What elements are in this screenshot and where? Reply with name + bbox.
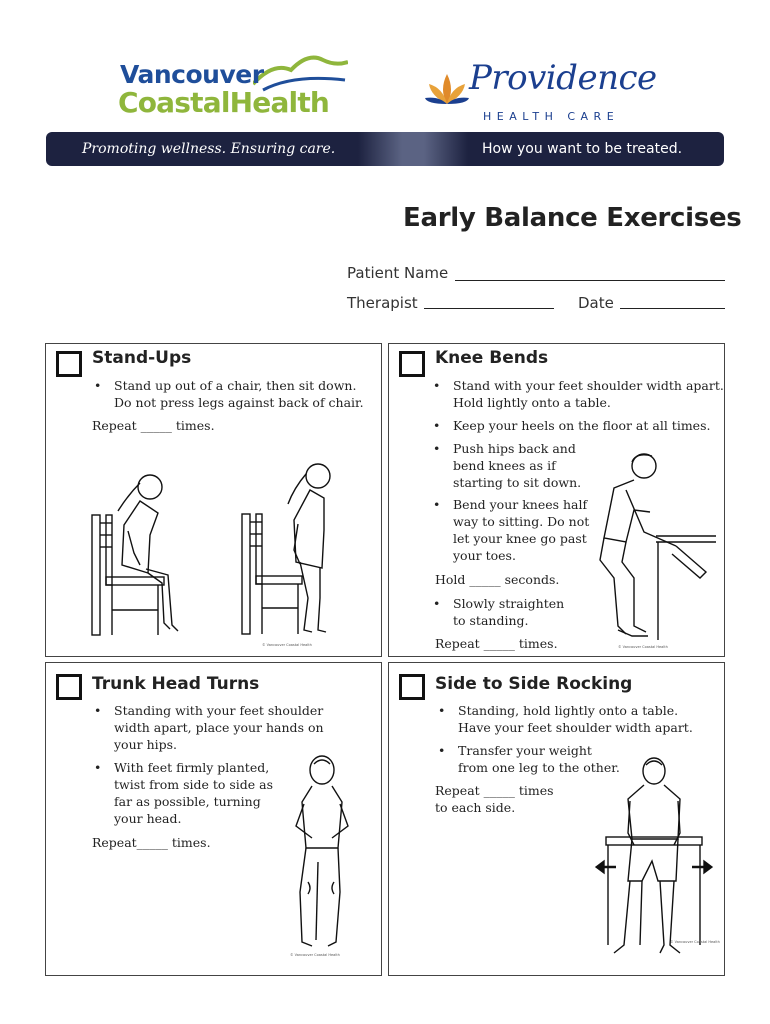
stand-ups-checkbox[interactable] <box>56 351 82 377</box>
banner-tagline-phc: How you want to be treated. <box>468 132 724 166</box>
knee-bends-bullet-1: • Stand with your feet shoulder width apart. Hold lightly onto a table. <box>453 377 724 411</box>
knee-bends-hold: Hold _____ seconds. <box>435 572 560 587</box>
patient-name-field[interactable] <box>455 280 725 281</box>
trunk-head-turns-checkbox[interactable] <box>56 674 82 700</box>
knee-bends-credit: © Vancouver Coastal Health <box>618 645 668 649</box>
vch-logo-line2: CoastalHealth <box>118 86 330 119</box>
side-rocking-checkbox[interactable] <box>399 674 425 700</box>
banner-divider <box>358 132 468 166</box>
date-field[interactable] <box>620 308 725 309</box>
patient-name-label: Patient Name <box>347 264 449 282</box>
side-rocking-person-illustration <box>594 755 714 960</box>
knee-bends-bullet-2: • Keep your heels on the floor at all times. <box>453 417 710 434</box>
knee-bends-checkbox[interactable] <box>399 351 425 377</box>
stand-ups-bullet-1: • Stand up out of a chair, then sit down. Do not press legs against back of chair. <box>114 377 364 411</box>
providence-health-care-logo <box>425 50 657 130</box>
side-rocking-repeat: Repeat _____ times to each side. <box>435 783 554 815</box>
stand-ups-credit: © Vancouver Coastal Health <box>262 643 312 647</box>
therapist-label: Therapist <box>347 294 418 312</box>
vancouver-coastal-health-logo <box>118 52 348 124</box>
banner-tagline-vch: Promoting wellness. Ensuring care. <box>46 132 358 166</box>
side-rocking-credit: © Vancouver Coastal Health <box>670 940 720 944</box>
stand-ups-title: Stand-Ups <box>92 348 192 368</box>
side-rocking-bullet-2: • Transfer your weight from one leg to the other. <box>458 742 620 776</box>
trunk-head-turns-credit: © Vancouver Coastal Health <box>290 953 340 957</box>
knee-bends-title: Knee Bends <box>435 348 549 368</box>
trunk-head-turns-bullet-2: • With feet firmly planted, twist from side to side as far as possible, turning your head. <box>114 759 273 827</box>
standing-up-person-illustration <box>238 458 338 638</box>
knee-bend-person-illustration <box>596 450 718 645</box>
knee-bends-bullet-4: • Bend your knees half way to sitting. Do not let your knee go past your toes. <box>453 496 589 564</box>
knee-bends-bullet-5: • Slowly straighten to standing. <box>453 595 564 629</box>
knee-bends-repeat: Repeat _____ times. <box>435 636 558 651</box>
phc-logo-subtitle: HEALTH CARE <box>483 110 620 123</box>
side-rocking-bullet-1: • Standing, hold lightly onto a table. Have your feet shoulder width apart. <box>458 702 693 736</box>
flower-icon <box>425 70 469 106</box>
date-label: Date <box>578 294 614 312</box>
trunk-turn-person-illustration <box>288 752 358 952</box>
vch-logo-line1: Vancouver <box>120 60 264 89</box>
trunk-head-turns-bullet-1: • Standing with your feet shoulder width apart, place your hands on your hips. <box>114 702 324 753</box>
stand-ups-repeat: Repeat _____ times. <box>92 418 215 433</box>
seated-person-illustration <box>88 465 188 640</box>
therapist-field[interactable] <box>424 308 554 309</box>
page-title: Early Balance Exercises <box>403 203 742 233</box>
side-rocking-title: Side to Side Rocking <box>435 674 633 694</box>
knee-bends-bullet-3: • Push hips back and bend knees as if starting to sit down. <box>453 440 581 491</box>
phc-logo-name: Providence <box>469 58 657 98</box>
trunk-head-turns-repeat: Repeat_____ times. <box>92 835 211 850</box>
trunk-head-turns-title: Trunk Head Turns <box>92 674 260 694</box>
